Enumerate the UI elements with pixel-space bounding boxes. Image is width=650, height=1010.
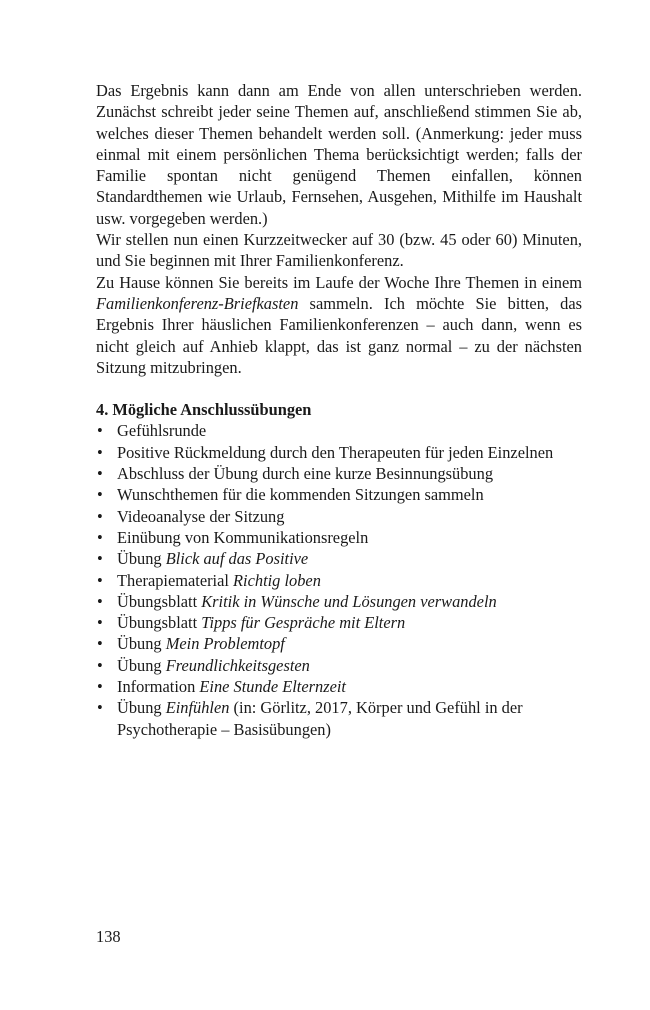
list-item-italic: Freundlichkeitsgesten: [165, 655, 310, 675]
list-item: [96, 527, 582, 548]
list-item-text: Videoanalyse der Sitzung: [117, 506, 285, 526]
list-item: [96, 633, 582, 654]
list-item-text: Einübung von Kommunikationsregeln: [117, 527, 369, 547]
list-item: [96, 570, 582, 591]
list-item-italic: Mein Problemtopf: [165, 634, 285, 654]
page-number: 138: [96, 927, 121, 946]
list-item-text: Übung: [117, 698, 166, 718]
list-item-italic: Kritik in Wünsche und Lösungen verwandeln: [201, 591, 497, 611]
list-item-italic: Richtig loben: [233, 570, 321, 590]
body-paragraph-3: [96, 272, 582, 378]
list-item-italic: Tipps für Gespräche mit Eltern: [201, 613, 406, 633]
section-heading: 4. Mögliche Anschlussübungen: [96, 400, 312, 420]
list-item: [96, 612, 582, 633]
paragraph-3-text-after: sammeln. Ich möchte Sie bitten, das Ergebnis Ihrer häuslichen Familienkonferenzen – auch dann, wenn es nicht gleich auf Anhieb klappt, das ist ganz normal – zu der nächsten Sitzung mitzubringen.: [96, 293, 582, 377]
list-item: [96, 463, 582, 484]
list-item: [96, 442, 582, 463]
list-item: [96, 548, 582, 569]
exercise-list: [96, 420, 582, 739]
follow-up-exercises-section: [96, 399, 582, 740]
list-item-text: Übungsblatt: [117, 613, 202, 633]
list-item: [96, 484, 582, 505]
list-item-text: Information: [117, 677, 200, 697]
body-paragraph-2: Wir stellen nun einen Kurzzeitwecker auf 30 (bzw. 45 oder 60) Minuten, und Sie beginnen mit Ihrer Familienkonferenz.: [96, 230, 582, 271]
list-item-text: Übung: [117, 655, 166, 675]
list-item-text: Übungsblatt: [117, 591, 202, 611]
body-paragraph-1: Das Ergebnis kann dann am Ende von allen unterschrieben werden. Zunächst schreibt jeder seine Themen auf, anschließend stimmen Sie ab, welches dieser Themen behandelt werden soll. (Anmerkung: jeder muss einmal mit einem persönlichen Thema berücksichtigt werden; falls der Familie spontan nicht genügend Themen einfallen, können Standardthemen wie Urlaub, Fernsehen, Ausgehen, Mithilfe im Haushalt usw. vorgegeben werden.): [96, 81, 582, 228]
list-item-text: Übung: [117, 634, 166, 654]
list-item-text: Therapiematerial: [117, 570, 234, 590]
list-item-italic: Blick auf das Positive: [165, 549, 309, 569]
list-item: [96, 655, 582, 676]
list-item: [96, 676, 582, 697]
list-item: [96, 591, 582, 612]
list-item: [96, 506, 582, 527]
page-body: [96, 80, 582, 740]
paragraph-3-text-before: Zu Hause können Sie bereits im Laufe der Woche Ihre Themen in einem: [96, 272, 582, 292]
list-item-text: Abschluss der Übung durch eine kurze Besinnungsübung: [117, 464, 494, 484]
list-item: [96, 420, 582, 441]
list-item-text: Übung: [117, 549, 166, 569]
list-item-suffix: (in: Görlitz, 2017, Körper und Gefühl in der Psychotherapie – Basisübungen): [117, 698, 523, 739]
list-item-italic: Eine Stunde Elternzeit: [199, 677, 346, 697]
list-item-text: Gefühlsrunde: [117, 421, 207, 441]
list-item-text: Wunschthemen für die kommenden Sitzungen sammeln: [117, 485, 484, 505]
list-item: [96, 697, 582, 740]
list-item-italic: Einfühlen: [165, 698, 230, 718]
paragraph-3-italic-term: Familienkonferenz-Briefkasten: [96, 293, 299, 313]
list-item-text: Positive Rückmeldung durch den Therapeuten für jeden Einzelnen: [117, 442, 554, 462]
